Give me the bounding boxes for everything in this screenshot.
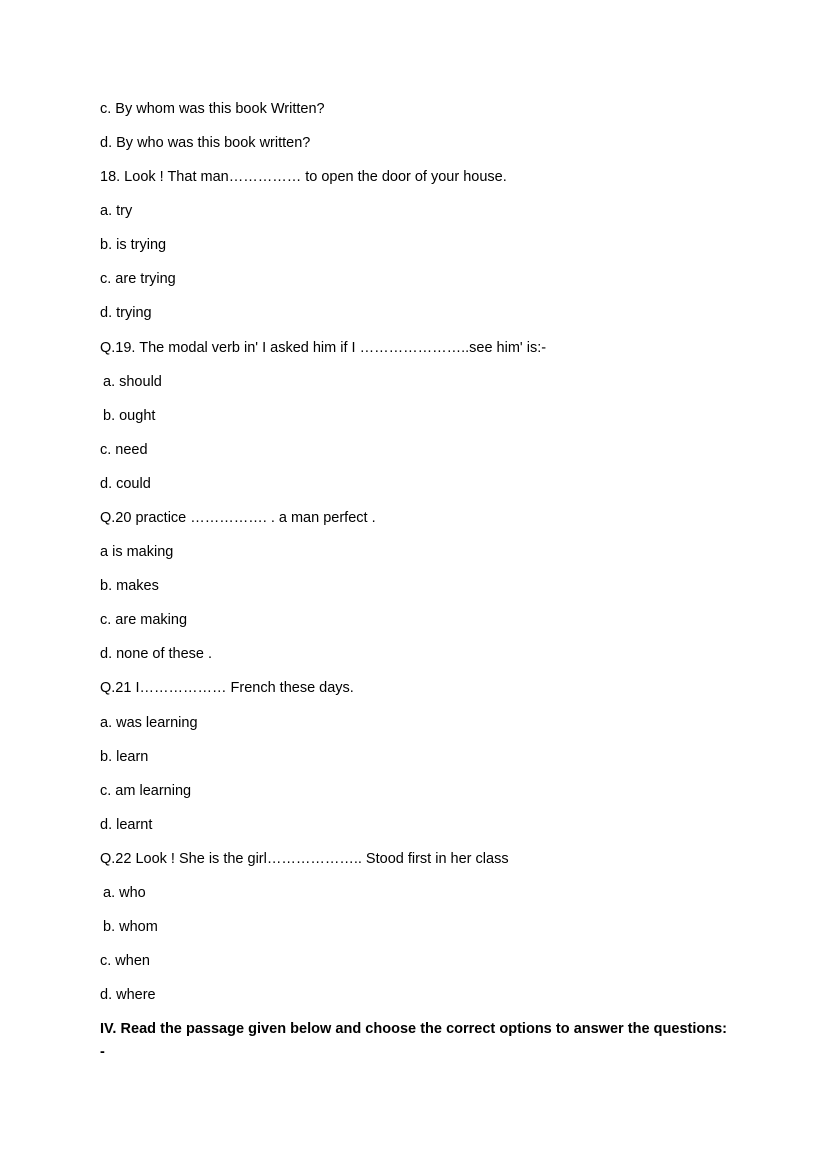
option-20b: b. makes [100,578,159,594]
option-21d: d. learnt [100,817,153,833]
option-17d: d. By who was this book written? [100,135,311,151]
option-21b: b. learn [100,749,149,765]
option-20a: a is making [100,544,174,560]
option-22c: c. when [100,953,150,969]
option-18d: d. trying [100,305,152,321]
option-19a: a. should [103,374,162,390]
option-20d: d. none of these . [100,646,213,662]
question-18: 18. Look ! That man…………… to open the door of your house. [100,169,507,185]
option-20c: c. are making [100,612,188,628]
question-19: Q.19. The modal verb in' I asked him if I …………………..see him' is:- [100,340,547,356]
question-22: Q.22 Look ! She is the girl……………….. Stood first in her class [100,851,509,867]
option-18b: b. is trying [100,237,167,253]
option-18c: c. are trying [100,271,176,287]
option-19c: c. need [100,442,148,458]
section-heading: IV. Read the passage given below and choose the correct options to answer the questions: - [100,1021,727,1060]
option-22a: a. who [103,885,146,901]
question-20: Q.20 practice ……………. . a man perfect . [100,510,376,526]
option-21a: a. was learning [100,715,198,731]
question-21: Q.21 I……………… French these days. [100,680,354,696]
option-17c: c. By whom was this book Written? [100,101,325,117]
option-19d: d. could [100,476,151,492]
option-21c: c. am learning [100,783,192,799]
option-22b: b. whom [103,919,158,935]
option-18a: a. try [100,203,133,219]
option-19b: b. ought [103,408,156,424]
option-22d: d. where [100,987,156,1003]
